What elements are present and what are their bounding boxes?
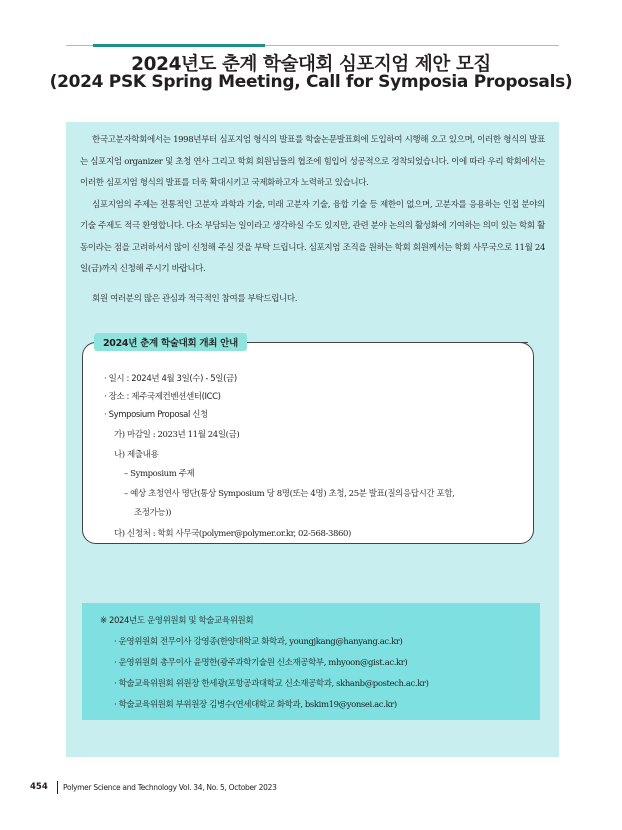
meeting-date: · 일시 : 2024년 4월 3일(수) - 5일(금) <box>104 374 237 384</box>
committee-member: · 운영위원회 전무이사 강영종(한양대학교 화학과, youngjkang@hanyang.ac.kr) <box>114 637 403 647</box>
journal-citation: Polymer Science and Technology Vol. 34, No. 5, October 2023 <box>63 783 277 792</box>
meeting-info-heading: 2024년 춘계 학술대회 개최 안내 <box>94 333 247 351</box>
footer-divider <box>57 781 58 794</box>
committee-member: · 운영위원회 총무이사 윤명한(광주과학기술원 신소재공학부, mhyoon@gist.ac.kr) <box>114 658 408 668</box>
page-title-english: (2024 PSK Spring Meeting, Call for Symposia Proposals) <box>49 72 573 92</box>
page-number: 454 <box>30 782 48 792</box>
meeting-venue: · 장소 : 제주국제컨벤션센터(ICC) <box>104 392 221 402</box>
intro-paragraph-2: 심포지엄의 주제는 전통적인 고분자 과학과 기술, 미래 고분자 기술, 융합 기술 등 제한이 없으며, 고분자를 응용하는 인접 분야의 기술 주제도 적극 환영합니다. 다소 부담되는 일이라고 생각하실 수도 있지만, 관련 분야 논의의 활성화에 기여하는 의미 있는 학회 활동이라는 점을 고려하셔서 많이 신청해 주실 것을 부탁 드립니다. 심포지엄 조직을 원하는 학회 회원께서는 학회 사무국으로 11월 24일(금)까지 신청해 주시기 바랍니다. <box>80 199 545 274</box>
committee-member: · 학술교육위원회 위원장 한세광(포항공과대학교 신소재공학과, skhanb@postech.ac.kr) <box>114 679 429 689</box>
info-box-top-rule <box>266 342 528 343</box>
closing-text: 회원 여러분의 많은 관심과 적극적인 참여를 부탁드립니다. <box>92 294 298 304</box>
committee-heading: ※ 2024년도 운영위원회 및 학술교육위원회 <box>100 616 254 626</box>
application-contact: 다) 신청처 : 학회 사무국(polymer@polymer.or.kr, 02-568-3860) <box>114 529 351 539</box>
proposal-deadline: 가) 마감일 : 2023년 11월 24일(금) <box>114 430 240 440</box>
page-title-korean: 2024년도 춘계 학술대회 심포지엄 제안 모집 <box>131 54 491 75</box>
submission-content-label: 나) 제출내용 <box>114 450 159 460</box>
invited-speakers-item: – 예상 초청연사 명단(통상 Symposium 당 8명(또는 4명) 초청, 25분 발표(질의응답시간 포함, <box>124 489 455 499</box>
top-accent-bar <box>93 44 265 47</box>
intro-text <box>80 130 545 281</box>
intro-paragraph-1: 한국고분자학회에서는 1998년부터 심포지엄 형식의 발표를 학술논문발표회에 도입하여 시행해 오고 있으며, 이러한 형식의 발표는 심포지엄 organizer 및 초청 연사 그리고 학회 회원님들의 협조에 힘입어 성공적으로 정착되었습니다. 이에 따라 우리 학회에서는 이러한 심포지엄 형식의 발표를 더욱 확대시키고 국제화하고자 노력하고 있습니다. <box>80 135 545 188</box>
committee-member: · 학술교육위원회 부위원장 김병수(연세대학교 화학과, bskim19@yonsei.ac.kr) <box>114 700 397 710</box>
symposium-topic-item: – Symposium 주제 <box>124 469 195 479</box>
invited-speakers-item-cont: 조정가능)) <box>134 508 172 518</box>
symposium-proposal-label: · Symposium Proposal 신청 <box>104 410 208 420</box>
